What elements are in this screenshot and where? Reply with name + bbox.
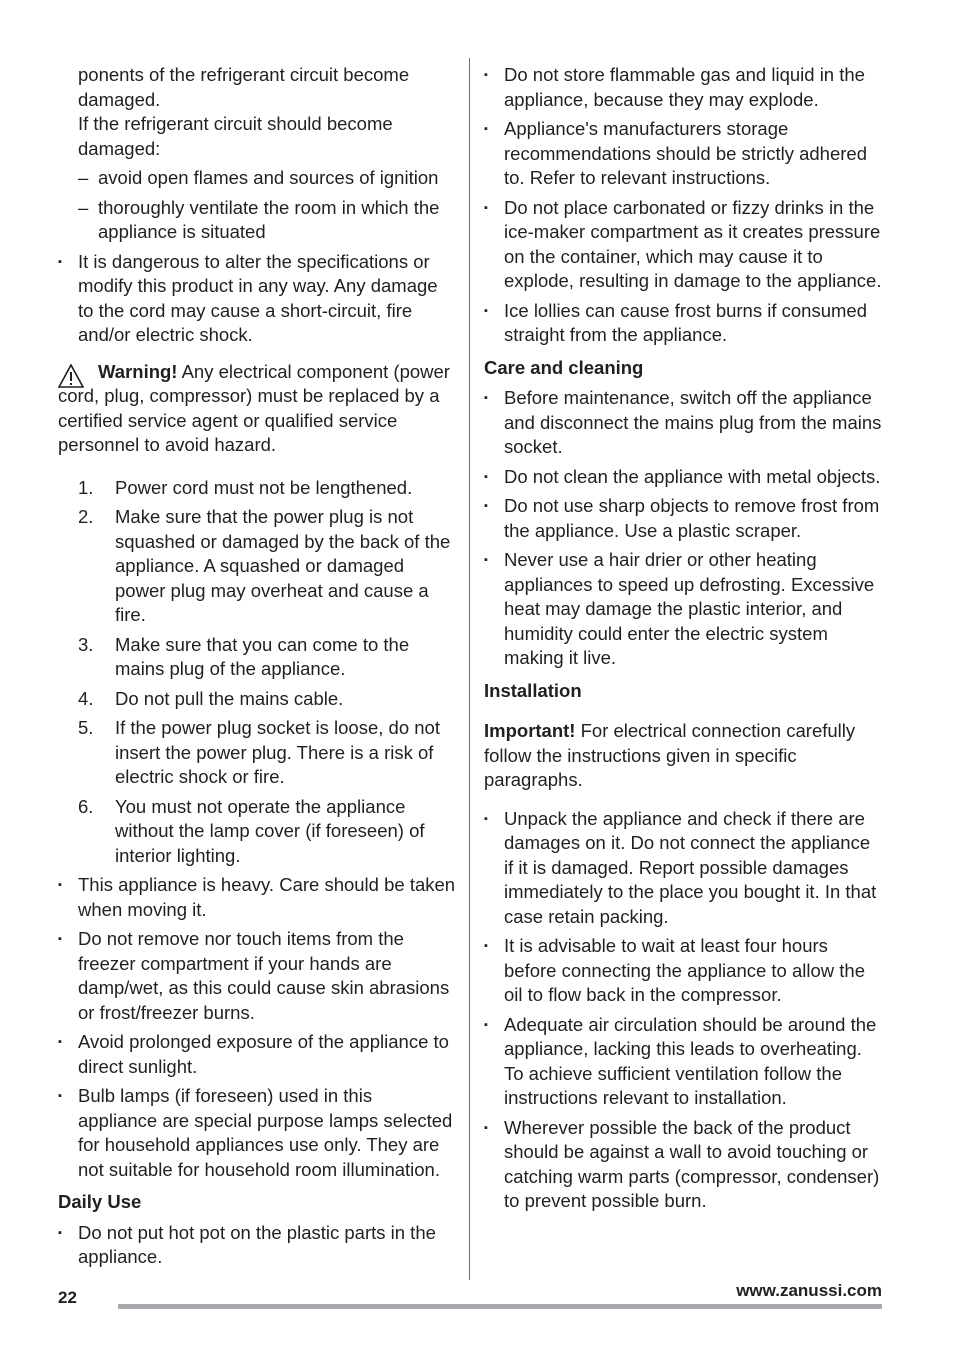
bullet-item (484, 548, 884, 671)
numbered-item-text: Do not pull the mains cable. (115, 687, 344, 709)
numbered-item-text: If the power plug socket is loose, do not insert the power plug. There is a risk of electric shock or fire. (115, 717, 440, 787)
numbered-item-text: Make sure that the power plug is not squashed or damaged by the back of the appliance. A squashed or damaged power plug may overheat and cause a fire. (115, 506, 451, 625)
bullet-marker: ▪ (484, 69, 488, 81)
bullet-item (484, 196, 884, 294)
left-column (58, 63, 456, 1275)
warning-text: Any electrical component (power cord, plug, compressor) must be replaced by a certified service agent or qualified service personnel to avoid hazard. (58, 360, 450, 455)
bullet-marker: ▪ (484, 201, 488, 214)
dash-item (58, 196, 456, 245)
numbered-item-number: 6. (78, 795, 94, 817)
bullet-marker: ▪ (58, 1090, 62, 1102)
dash-item-text: thoroughly ventilate the room in which the appliance is situated (98, 196, 440, 242)
numbered-item (58, 476, 456, 501)
right-column (484, 63, 884, 1219)
numbered-item-text: Make sure that you can come to the mains plug of the appliance. (115, 633, 410, 679)
dash-marker: – (78, 167, 89, 188)
bullet-item (484, 63, 884, 112)
bullet-item-text: Unpack the appliance and check if there are damages on it. Do not connect the appliance if it is damaged. Report possible damages immediately to the place you bought it. In that case retain packing. (504, 807, 877, 927)
numbered-item (58, 505, 456, 628)
bullet-item (58, 873, 456, 922)
bullet-marker: ▪ (58, 933, 62, 945)
column-divider (469, 58, 470, 1280)
bullet-marker: ▪ (484, 812, 488, 825)
intro-text-2: If the refrigerant circuit should become damaged: (78, 113, 393, 159)
numbered-item-number: 3. (78, 633, 94, 655)
numbered-item (58, 633, 456, 682)
bullet-item-text: Adequate air circulation should be around the appliance, lacking this leads to overheating. To achieve sufficient ventilation follow the instructions relevant to installation. (504, 1013, 877, 1108)
numbered-item (58, 716, 456, 790)
bullet-marker: ▪ (484, 123, 488, 135)
bullet-item-text: Do not use sharp objects to remove frost from the appliance. Use a plastic scraper. (504, 495, 880, 541)
dash-item-text: avoid open flames and sources of ignition (98, 167, 439, 188)
warning-label: Warning! (98, 360, 178, 382)
bullet-item (58, 1030, 456, 1079)
bullet-item-text: Never use a hair drier or other heating appliances to speed up defrosting. Excessive heat may damage the plastic interior, and humidity could enter the electric system making it live. (504, 549, 875, 668)
bullet-item-text: Bulb lamps (if foreseen) used in this appliance are special purpose lamps selected for household appliances use only. They are not suitable for household room illumination. (78, 1085, 453, 1180)
bullet-marker: ▪ (58, 1226, 62, 1239)
important-note (484, 719, 884, 793)
numbered-item-number: 4. (78, 687, 94, 709)
bullet-item-text: Appliance's manufacturers storage recommendations should be strictly adhered to. Refer to relevant instructions. (504, 118, 867, 188)
bullet-marker: ▪ (484, 470, 488, 483)
care-heading: Care and cleaning (484, 356, 644, 378)
bullet-item-text: Before maintenance, switch off the appliance and disconnect the mains plug from the mains socket. (504, 387, 882, 457)
numbered-item-text: You must not operate the appliance without the lamp cover (if foreseen) of interior lighting. (115, 795, 425, 866)
bullet-item (58, 1084, 456, 1182)
bullet-marker: ▪ (484, 392, 488, 404)
bullet-item-text: It is advisable to wait at least four hours before connecting the appliance to allow the oil to flow back in the compressor. (504, 935, 866, 1005)
dash-marker: – (78, 196, 89, 218)
dash-item (58, 166, 456, 191)
important-label: Important! (484, 720, 576, 741)
bullet-marker: ▪ (58, 1036, 62, 1048)
bullet-marker: ▪ (58, 255, 62, 268)
intro-text: ponents of the refrigerant circuit become damaged. (78, 64, 410, 110)
bullet-item-text: Do not put hot pot on the plastic parts in the appliance. (78, 1221, 436, 1267)
numbered-item (58, 687, 456, 712)
bullet-marker: ▪ (484, 304, 488, 317)
bullet-marker: ▪ (58, 879, 62, 891)
bullet-item-text: Do not remove nor touch items from the freezer compartment if your hands are damp/wet, as this could cause skin abrasions or frost/freezer burns. (78, 928, 450, 1023)
bullet-item-text: Ice lollies can cause frost burns if consumed straight from the appliance. (504, 299, 867, 345)
bullet-item-text: It is dangerous to alter the specifications or modify this product in any way. Any damage to the cord may cause a short-circuit, fire and/or electric shock. (78, 250, 438, 345)
bullet-item (484, 465, 884, 490)
bullet-item (58, 927, 456, 1025)
bullet-item-text: Do not store flammable gas and liquid in the appliance, because they may explode. (504, 64, 865, 110)
bullet-item (484, 807, 884, 930)
bullet-item (484, 117, 884, 191)
warning-block (58, 360, 456, 458)
bullet-item (484, 299, 884, 348)
bullet-item (484, 1013, 884, 1111)
bullet-item-text: Avoid prolonged exposure of the appliance to direct sunlight. (78, 1031, 449, 1077)
bullet-marker: ▪ (484, 1018, 488, 1031)
bullet-item-text: This appliance is heavy. Care should be taken when moving it. (78, 874, 456, 920)
numbered-item-text: Power cord must not be lengthened. (115, 476, 413, 498)
numbered-item (58, 795, 456, 869)
website-url[interactable]: www.zanussi.com (736, 1281, 882, 1300)
bullet-item-text: Do not place carbonated or fizzy drinks in the ice-maker compartment as it creates pressure on the container, which may cause it to explode, resulting in damage to the appliance. (504, 196, 882, 291)
page-number: 22 (58, 1288, 77, 1307)
bullet-item (484, 1116, 884, 1214)
numbered-item-number: 2. (78, 506, 94, 527)
bullet-item-text: Wherever possible the back of the product should be against a wall to avoid touching or catching warm parts (compressor, condenser) to prevent possible burn. (504, 1116, 880, 1211)
daily-use-heading: Daily Use (58, 1191, 142, 1212)
bullet-item (58, 250, 456, 348)
bullet-item (58, 1221, 456, 1270)
bullet-item (484, 386, 884, 460)
important-text: For electrical connection carefully follow the instructions given in specific paragraphs. (484, 720, 856, 790)
bullet-marker: ▪ (484, 500, 488, 512)
bullet-item-text: Do not clean the appliance with metal objects. (504, 465, 881, 487)
numbered-item-number: 5. (78, 717, 94, 738)
bullet-marker: ▪ (484, 554, 488, 566)
footer-rule (118, 1304, 882, 1309)
bullet-item (484, 494, 884, 543)
bullet-item (484, 934, 884, 1008)
bullet-marker: ▪ (484, 940, 488, 952)
installation-heading: Installation (484, 679, 582, 701)
bullet-marker: ▪ (484, 1121, 488, 1134)
numbered-item-number: 1. (78, 476, 94, 498)
warning-triangle-icon (58, 364, 84, 395)
